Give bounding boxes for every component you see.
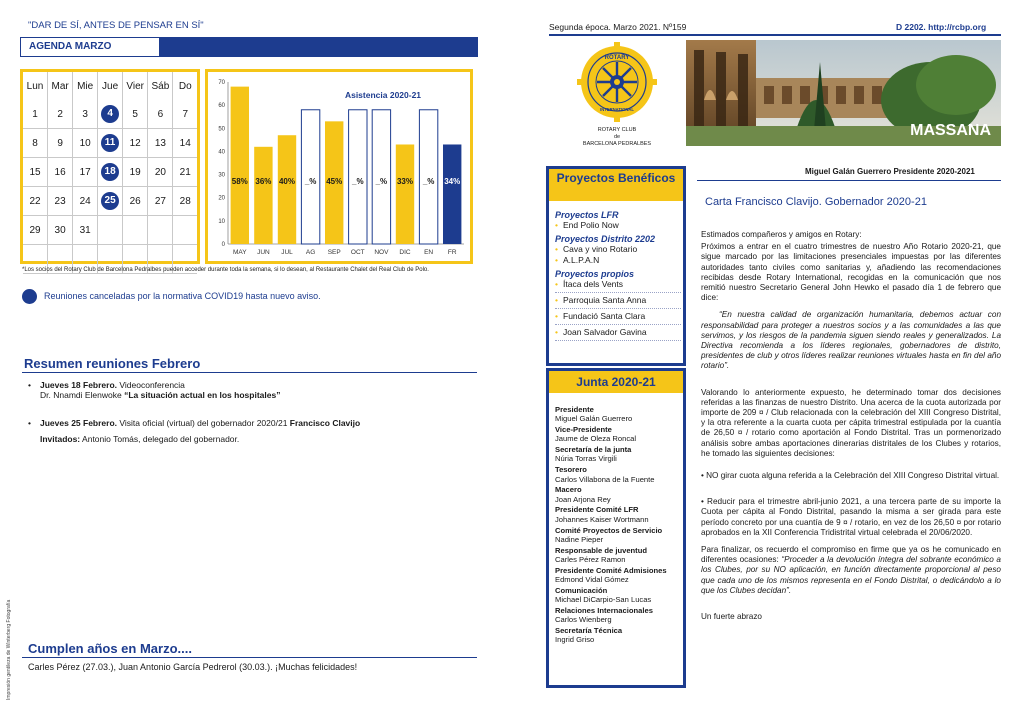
calendar-week — [23, 187, 197, 216]
resumen-title: Resumen reuniones Febrero — [24, 356, 201, 371]
junta-name: Carlos Wienberg — [555, 615, 612, 625]
x-tick-label: SEP — [327, 249, 341, 256]
calendar-day — [98, 216, 123, 245]
letter-paragraph: Para finalizar, os recuerdo el compromiso en firme que ya os he comunicado en diferentes ocasiones: “Proceder a la devolución íntegra del sobrante económico a los Clubes, por su NO aplicación, en función directamente proporcional al peso que cada uno de los mismos representa en el Fondo Distrital, o dedicándolo a lo que los Clubes decidan”. — [701, 545, 1001, 595]
calendar-weekday: Do — [173, 72, 197, 100]
agenda-label: AGENDA MARZO — [21, 38, 159, 56]
calendar-day: 15 — [23, 158, 48, 187]
calendar-weekday: Sáb — [148, 72, 173, 100]
junta-name: Edmond Vidal Gómez — [555, 575, 629, 585]
president-line: Miguel Galán Guerrero Presidente 2020-2021 — [805, 167, 975, 176]
junta-title: Junta 2020-21 — [549, 371, 683, 393]
cancel-note: Reuniones canceladas por la normativa COVID19 hasta nuevo aviso. — [44, 291, 321, 301]
calendar-day: 20 — [148, 158, 173, 187]
letter-greeting: Estimados compañeros y amigos en Rotary: — [701, 230, 862, 239]
resumen-topic: “La situación actual en los hospitales” — [124, 390, 281, 400]
proyectos-item: • Cava y vino Rotario — [555, 244, 681, 255]
calendar-day: 2 — [48, 100, 73, 129]
proyectos-item: • Joan Salvador Gavina — [555, 327, 681, 341]
junta-role: Responsable de juventud — [555, 545, 647, 555]
junta-member — [555, 526, 683, 545]
calendar-day: 10 — [73, 129, 98, 158]
bar-label: 34% — [444, 177, 461, 186]
junta-role: Presidente — [555, 405, 594, 414]
letter-closing: Un fuerte abrazo — [701, 612, 762, 622]
bar-jul — [278, 135, 296, 244]
calendar-day: 12 — [123, 129, 148, 158]
y-tick-label: 60 — [218, 103, 225, 110]
junta-member — [555, 465, 683, 484]
x-tick-label: JUL — [281, 249, 293, 256]
proyectos-title: Proyectos Benéficos — [549, 169, 683, 201]
svg-text:INTERNATIONAL: INTERNATIONAL — [600, 107, 634, 112]
junta-list — [555, 405, 683, 646]
junta-name: Miguel Galán Guerrero — [555, 414, 633, 424]
junta-member — [555, 626, 683, 645]
bar-label: 45% — [326, 177, 343, 186]
resumen-governor: Francisco Clavijo — [289, 418, 361, 428]
resumen-list — [28, 380, 468, 444]
calendar-week — [23, 216, 197, 245]
bar-label: 33% — [396, 177, 414, 186]
junta-role: Presidente Comité LFR — [555, 505, 639, 515]
proyectos-list — [555, 207, 681, 343]
junta-role: Presidente Comité Admisiones — [555, 565, 667, 575]
calendar-day: 19 — [123, 158, 148, 187]
calendar-week — [23, 129, 197, 158]
calendar-day — [98, 158, 123, 187]
letter-paragraph: Próximos a entrar en el cuatro trimestres de nuestro Año Rotario 2020-21, que sigue marcado por las limitaciones presenciales impuestas por las diferentes autoridades tanto civiles como sanitarias y, añadiendo las recomendaciones recibidas desde Rotary International, recogidas en la comunicación que nos remitió nuestro Secretario General John Hewko el pasado día 1 de febrero que dice: — [701, 242, 1001, 303]
proyectos-heading: Proyectos LFR — [555, 210, 619, 220]
junta-name: Joan Arjona Rey — [555, 494, 611, 504]
proyectos-item: • Fundació Santa Clara — [555, 311, 681, 325]
calendar-day — [98, 129, 123, 158]
print-credit: Impresión gentileza de Winterberg Fotografía — [6, 599, 12, 700]
junta-member — [555, 566, 683, 585]
calendar-day — [98, 100, 123, 129]
calendar-day: 30 — [48, 216, 73, 245]
bar-label: 58% — [231, 177, 248, 186]
junta-name: Jaume de Oleza Roncal — [555, 434, 637, 444]
junta-member — [555, 485, 683, 504]
calendar-day: 21 — [173, 158, 197, 187]
bar-label: 36% — [255, 177, 272, 186]
calendar-day: 23 — [48, 187, 73, 216]
y-tick-label: 0 — [221, 242, 225, 248]
calendar-week — [23, 100, 197, 129]
motto: "DAR DE SÍ, ANTES DE PENSAR EN SÍ" — [28, 20, 204, 31]
junta-role: Comunicación — [555, 585, 608, 595]
junta-member — [555, 445, 683, 464]
junta-role: Relaciones Internacionales — [555, 605, 653, 615]
junta-name: Nadine Pieper — [555, 534, 604, 544]
y-tick-label: 10 — [218, 218, 225, 225]
calendar-table — [23, 72, 197, 274]
junta-member — [555, 586, 683, 605]
calendar-day: 16 — [48, 158, 73, 187]
bar-label: _% — [375, 177, 388, 186]
cloister-photo — [686, 40, 1001, 146]
footnote: *Los socios del Rotary Club de Barcelona Pedralbes pueden acceder durante toda la semana, si lo desean, al Restaurante Chalet del Real Club de Polo. — [22, 267, 429, 273]
cumple-rule — [22, 657, 477, 658]
y-tick-label: 20 — [218, 195, 225, 202]
calendar-weekday: Jue — [98, 72, 123, 100]
cumple-title: Cumplen años en Marzo.... — [28, 641, 192, 656]
calendar-weekday: Mar — [48, 72, 73, 100]
calendar-day: 6 — [148, 100, 173, 129]
calendar-weekday: Mie — [73, 72, 98, 100]
letter-decision-1: • NO girar cuota alguna referida a la Celebración del XIII Congreso Distrital virtual. — [701, 471, 1000, 481]
proyectos-item: • A.L.P.A.N — [555, 255, 681, 266]
bar-dic — [396, 144, 414, 244]
calendar-day: 29 — [23, 216, 48, 245]
junta-role: Secretaría de la junta — [555, 445, 632, 455]
masthead: MASSANA — [910, 122, 991, 139]
header-rule — [549, 34, 1001, 36]
resumen-rule — [22, 372, 477, 373]
bar-label: 40% — [278, 177, 296, 186]
attendance-chart — [205, 69, 473, 264]
resumen-speaker: Dr. Nnamdi Elenwoke — [40, 390, 125, 400]
calendar-day: 9 — [48, 129, 73, 158]
bar-fr — [443, 144, 461, 244]
agenda-bar — [20, 37, 478, 57]
letter-title: Carta Francisco Clavijo. Gobernador 2020-21 — [705, 196, 927, 208]
x-tick-label: NOV — [374, 249, 389, 256]
calendar-weekday: Vier — [123, 72, 148, 100]
y-tick-label: 70 — [218, 80, 225, 86]
calendar-day — [123, 216, 148, 245]
calendar-day: 5 — [123, 100, 148, 129]
resumen-text: Videoconferencia — [117, 380, 185, 390]
junta-role: Tesorero — [555, 465, 587, 475]
club-caption: ROTARY CLUB de BARCELONA PEDRALBES — [582, 127, 652, 147]
attendance-chart-svg — [208, 72, 470, 261]
bar-label: _% — [304, 177, 317, 186]
calendar-day: 7 — [173, 100, 197, 129]
calendar-day: 8 — [23, 129, 48, 158]
junta-member — [555, 505, 683, 524]
calendar-day: 3 — [73, 100, 98, 129]
junta-box — [546, 368, 686, 688]
x-tick-label: AG — [305, 249, 316, 256]
y-tick-label: 40 — [218, 149, 225, 156]
junta-name: Carles Pérez Ramon — [555, 554, 626, 564]
letter-quote: “En nuestra calidad de organización humanitaria, debemos actuar con responsabilidad para proteger a nuestros socios y a las comunidades a las que servimos, y los riesgos de la pandemia siguen siendo reales y generalizados. La Directiva recomienda a los líderes regionales, gobernadores de distrito, presidentes de club y otros líderes realizar reuniones virtuales hasta en fin del año rotario”. — [701, 310, 1001, 371]
calendar-day: 1 — [23, 100, 48, 129]
resumen-date: Jueves 25 Febrero. — [40, 418, 118, 428]
proyectos-heading: Proyectos Distrito 2202 — [555, 234, 656, 244]
calendar-day: 31 — [73, 216, 98, 245]
calendar-day: 27 — [148, 187, 173, 216]
meeting-day-marker: 25 — [101, 192, 119, 210]
bar-jun — [254, 147, 272, 244]
district-url[interactable]: D 2202. http://rcbp.org — [896, 22, 987, 32]
junta-name: Ingrid Griso — [555, 635, 595, 645]
calendar-day — [173, 216, 197, 245]
calendar-day — [98, 187, 123, 216]
cumple-text: Carles Pérez (27.03.), Juan Antonio García Pedrerol (30.03.). ¡Muchas felicidades! — [28, 662, 358, 672]
resumen-date: Jueves 18 Febrero. — [40, 380, 118, 390]
proyectos-item: • Parroquia Santa Anna — [555, 295, 681, 309]
junta-member — [555, 405, 683, 424]
resumen-text: Visita oficial (virtual) del gobernador 2020/21 — [117, 418, 290, 428]
meeting-day-marker: 18 — [101, 163, 119, 181]
letter-paragraph: Valorando lo anteriormente expuesto, he determinado tomar dos decisiones referidas a las finanzas de nuestro Distrito. Una acerca de la cuota autorizada por importe de 209 ¤ / Club relacionada con la celebración del XIII Congreso Distrital, y la otra referente a la cuarta cuota per cápita trimestral estipulada por la cuantía de 26,50 ¤ / rotario como aportación al Fondo Distrital. Tras un pormenorizado análisis sobre ambas aportaciones dinerarias distritales de los Clubes y rotarios, he tomado las siguientes decisiones: — [701, 387, 1001, 458]
cancel-dot-icon — [22, 289, 37, 304]
junta-role: Vice-Presidente — [555, 425, 612, 435]
junta-role: Macero — [555, 485, 582, 495]
proyectos-heading: Proyectos propios — [555, 269, 635, 279]
x-tick-label: DIC — [399, 249, 411, 256]
resumen-item — [28, 380, 468, 400]
letter-body — [701, 230, 1001, 629]
resumen-guests: Antonio Tomás, delegado del gobernador. — [80, 434, 240, 444]
calendar-day: 13 — [148, 129, 173, 158]
y-tick-label: 50 — [218, 126, 225, 133]
calendar-day: 28 — [173, 187, 197, 216]
bar-label: _% — [352, 177, 364, 186]
svg-text:ROTARY: ROTARY — [604, 55, 630, 61]
junta-name: Johannes Kaiser Wortmann — [555, 514, 649, 524]
junta-name: Núria Torras Virgili — [555, 454, 617, 464]
y-tick-label: 30 — [218, 172, 225, 179]
chart-title: Asistencia 2020-21 — [344, 90, 422, 100]
calendar-day: 14 — [173, 129, 197, 158]
x-tick-label: JUN — [257, 249, 270, 256]
president-rule — [697, 180, 1001, 181]
x-tick-label: FR — [447, 249, 457, 256]
calendar-day: 24 — [73, 187, 98, 216]
issue-info: Segunda época. Marzo 2021. Nº159 — [549, 22, 687, 32]
resumen-guests-label: Invitados: — [40, 434, 81, 444]
junta-member — [555, 425, 683, 444]
cloister-image — [686, 40, 1001, 146]
meeting-day-marker: 4 — [101, 105, 119, 123]
junta-member — [555, 606, 683, 625]
calendar-day: 26 — [123, 187, 148, 216]
proyectos-box — [546, 166, 686, 366]
junta-name: Michael DiCarpio-San Lucas — [555, 595, 652, 605]
calendar-day — [148, 216, 173, 245]
calendar-day: 17 — [73, 158, 98, 187]
letter-decision-2: • Reducir para el trimestre abril-junio 2021, a una tercera parte de su importe la Cuota per cápita al Fondo Distrital, pasando la misma a ser girada para este período concreto por una cuantía de 9 ¤ / rotario, en vez de los 26,50 ¤ por rotario aprobados en la XII Conferencia Tridistrital virtual celebrada el 20/06/2020. — [701, 497, 1001, 537]
x-tick-label: OCT — [350, 249, 365, 256]
proyectos-item: • Ítaca dels Vents — [555, 279, 681, 293]
bar-label: _% — [422, 177, 435, 186]
junta-member — [555, 546, 683, 565]
calendar-day: 22 — [23, 187, 48, 216]
calendar — [20, 69, 200, 264]
rotary-wheel-icon — [549, 40, 685, 126]
agenda-bar-fill — [159, 38, 477, 56]
proyectos-item: • End Polio Now — [555, 220, 681, 231]
meeting-day-marker: 11 — [101, 134, 119, 152]
resumen-item — [28, 418, 468, 444]
junta-role: Comité Proyectos de Servicio — [555, 525, 663, 535]
x-tick-label: MAY — [232, 249, 247, 256]
junta-role: Secretaría Técnica — [555, 626, 623, 636]
calendar-week — [23, 158, 197, 187]
calendar-weekday: Lun — [26, 80, 44, 92]
x-tick-label: EN — [424, 249, 434, 256]
junta-name: Carlos Villabona de la Fuente — [555, 474, 655, 484]
bar-may — [231, 87, 249, 244]
